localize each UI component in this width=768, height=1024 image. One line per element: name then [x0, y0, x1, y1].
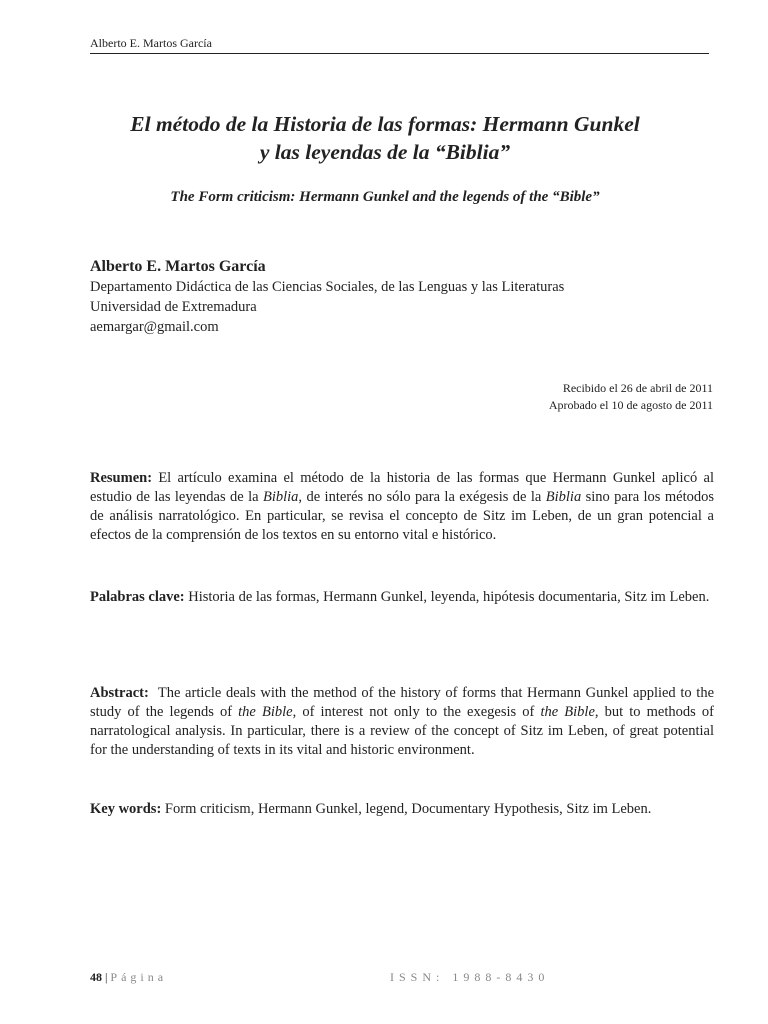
issn-label: ISSN: 1988-8430: [390, 970, 550, 984]
article-title: [60, 110, 710, 166]
resumen-italic-b: Biblia: [545, 489, 582, 505]
title-line-2: y las leyendas de la “Biblia”: [259, 140, 511, 164]
resumen-paragraph: [90, 469, 714, 545]
page-word: Página: [110, 970, 168, 984]
approved-date: Aprobado el 10 de agosto de 2011: [548, 398, 713, 412]
abstract-italic-a: the Bible: [238, 704, 293, 720]
article-subtitle: The Form criticism: Hermann Gunkel and the legends of the “Bible”: [170, 189, 600, 205]
running-head: Alberto E. Martos García: [90, 36, 709, 54]
resumen-text-a: El artículo examina el método de la historia de las formas que Hermann Gunkel aplicó al estudio de las leyendas de la: [90, 470, 714, 505]
key-words-label: Key words:: [90, 801, 162, 817]
title-line-1: El método de la Historia de las formas: Hermann Gunkel: [130, 112, 640, 136]
abstract-label: Abstract:: [90, 685, 149, 701]
resumen-text-c: sino para los métodos de análisis narratológico. En particular, se revisa el concepto de Sitz im Leben, de un gran potencial a efectos de la comprensión de los textos en su entorno vital e histórico.: [90, 489, 714, 543]
palabras-clave-label: Palabras clave:: [90, 589, 185, 605]
page-footer: [90, 970, 714, 985]
abstract-text-a: The article deals with the method of the history of forms that Hermann Gunkel applied to the study of the legends of: [90, 685, 718, 720]
palabras-clave-paragraph: [90, 588, 714, 607]
received-date: Recibido el 26 de abril de 2011: [562, 381, 713, 395]
footer-separator: |: [102, 970, 111, 984]
resumen-italic-a: Biblia: [262, 489, 299, 505]
page-number: 48: [90, 970, 102, 984]
abstract-text-b: , of interest not only to the exegesis of: [292, 704, 541, 720]
abstract-italic-b: the Bible: [540, 704, 595, 720]
palabras-clave-text: Historia de las formas, Hermann Gunkel, leyenda, hipótesis documentaria, Sitz im Leben.: [184, 589, 710, 605]
abstract-text-c: , but to methods of narratological analysis. In particular, there is a review of the concept of Sitz im Leben, of great potential for the understanding of texts in its vital and historic environment.: [90, 704, 714, 758]
key-words-paragraph: [90, 800, 714, 819]
dates-block: [549, 380, 713, 414]
resumen-label: Resumen:: [90, 470, 153, 486]
resumen-text-b: , de interés no sólo para la exégesis de la: [298, 489, 546, 505]
abstract-paragraph: [90, 684, 718, 760]
author-university: Universidad de Extremadura: [90, 299, 257, 315]
key-words-text: Form criticism, Hermann Gunkel, legend, Documentary Hypothesis, Sitz im Leben.: [161, 801, 652, 817]
author-name: Alberto E. Martos García: [90, 258, 266, 275]
author-block: [90, 257, 710, 337]
author-email: aemargar@gmail.com: [90, 319, 219, 335]
author-department: Departamento Didáctica de las Ciencias Sociales, de las Lenguas y las Literaturas: [90, 279, 565, 295]
